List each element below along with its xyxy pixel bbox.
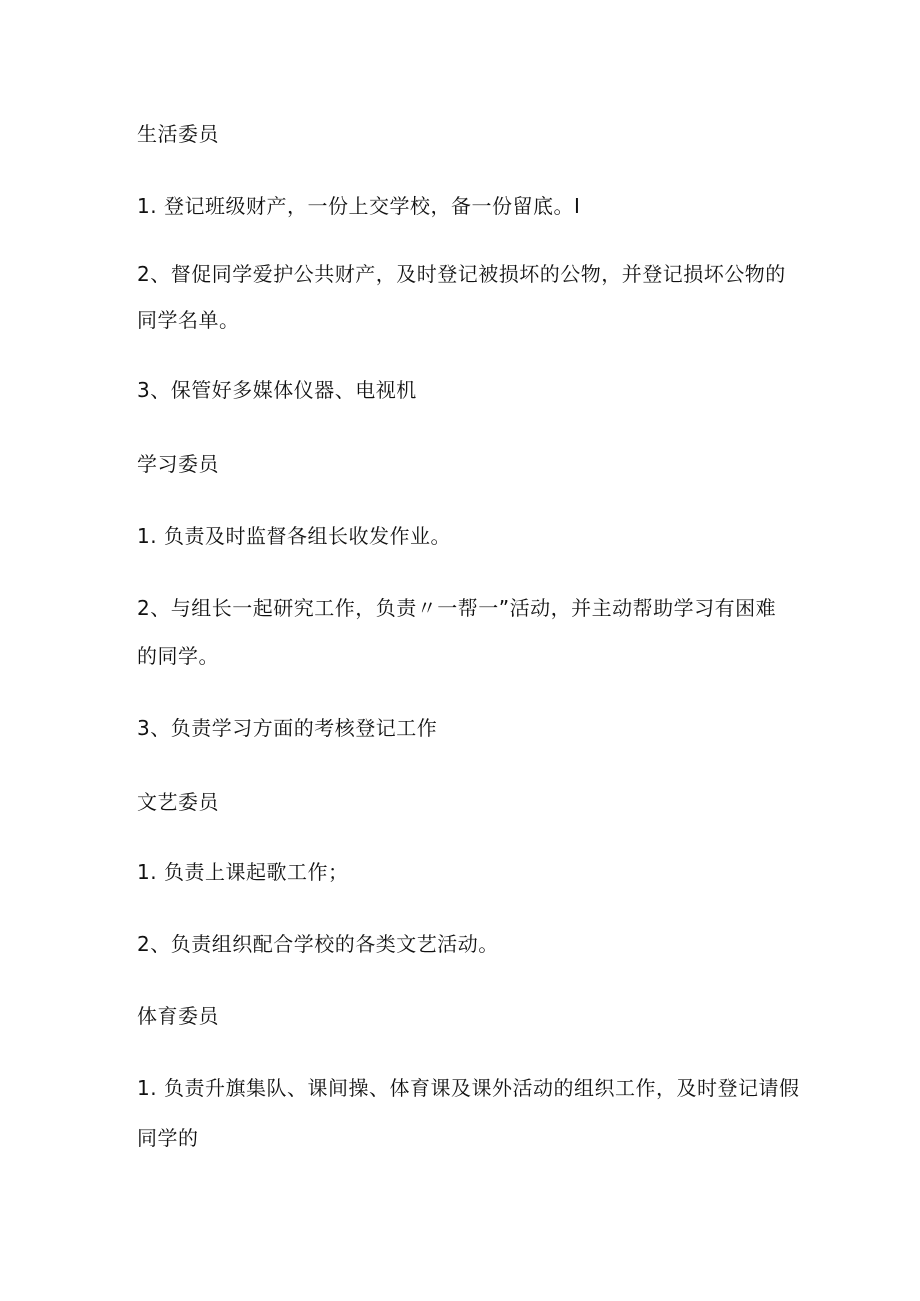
- section-heading-study: 学习委员: [137, 452, 219, 476]
- study-item-3: 3、负责学习方面的考核登记工作: [137, 716, 438, 740]
- section-heading-arts: 文艺委员: [137, 790, 219, 814]
- life-item-2-continued: 同学名单。: [137, 308, 240, 332]
- study-item-1: 1. 负责及时监督各组长收发作业。: [137, 524, 451, 548]
- study-item-2: 2、与组长一起研究工作，负责〃一帮一”活动，并主动帮助学习有困难: [137, 596, 777, 620]
- life-item-3: 3、保管好多媒体仪器、电视机: [137, 378, 417, 402]
- section-heading-sports: 体育委员: [137, 1004, 219, 1028]
- study-item-2-continued: 的同学。: [137, 644, 219, 668]
- arts-item-2: 2、负责组织配合学校的各类文艺活动。: [137, 932, 499, 956]
- sports-item-1: 1. 负责升旗集队、课间操、体育课及课外活动的组织工作，及时登记请假: [137, 1076, 800, 1100]
- life-item-1: 1. 登记班级财产，一份上交学校，备一份留底。I: [137, 194, 581, 218]
- arts-item-1: 1. 负责上课起歌工作；: [137, 860, 349, 884]
- sports-item-1-continued: 同学的: [137, 1126, 199, 1150]
- life-item-2: 2、督促同学爱护公共财产，及时登记被损坏的公物，并登记损坏公物的: [137, 262, 786, 286]
- section-heading-life: 生活委员: [137, 122, 219, 146]
